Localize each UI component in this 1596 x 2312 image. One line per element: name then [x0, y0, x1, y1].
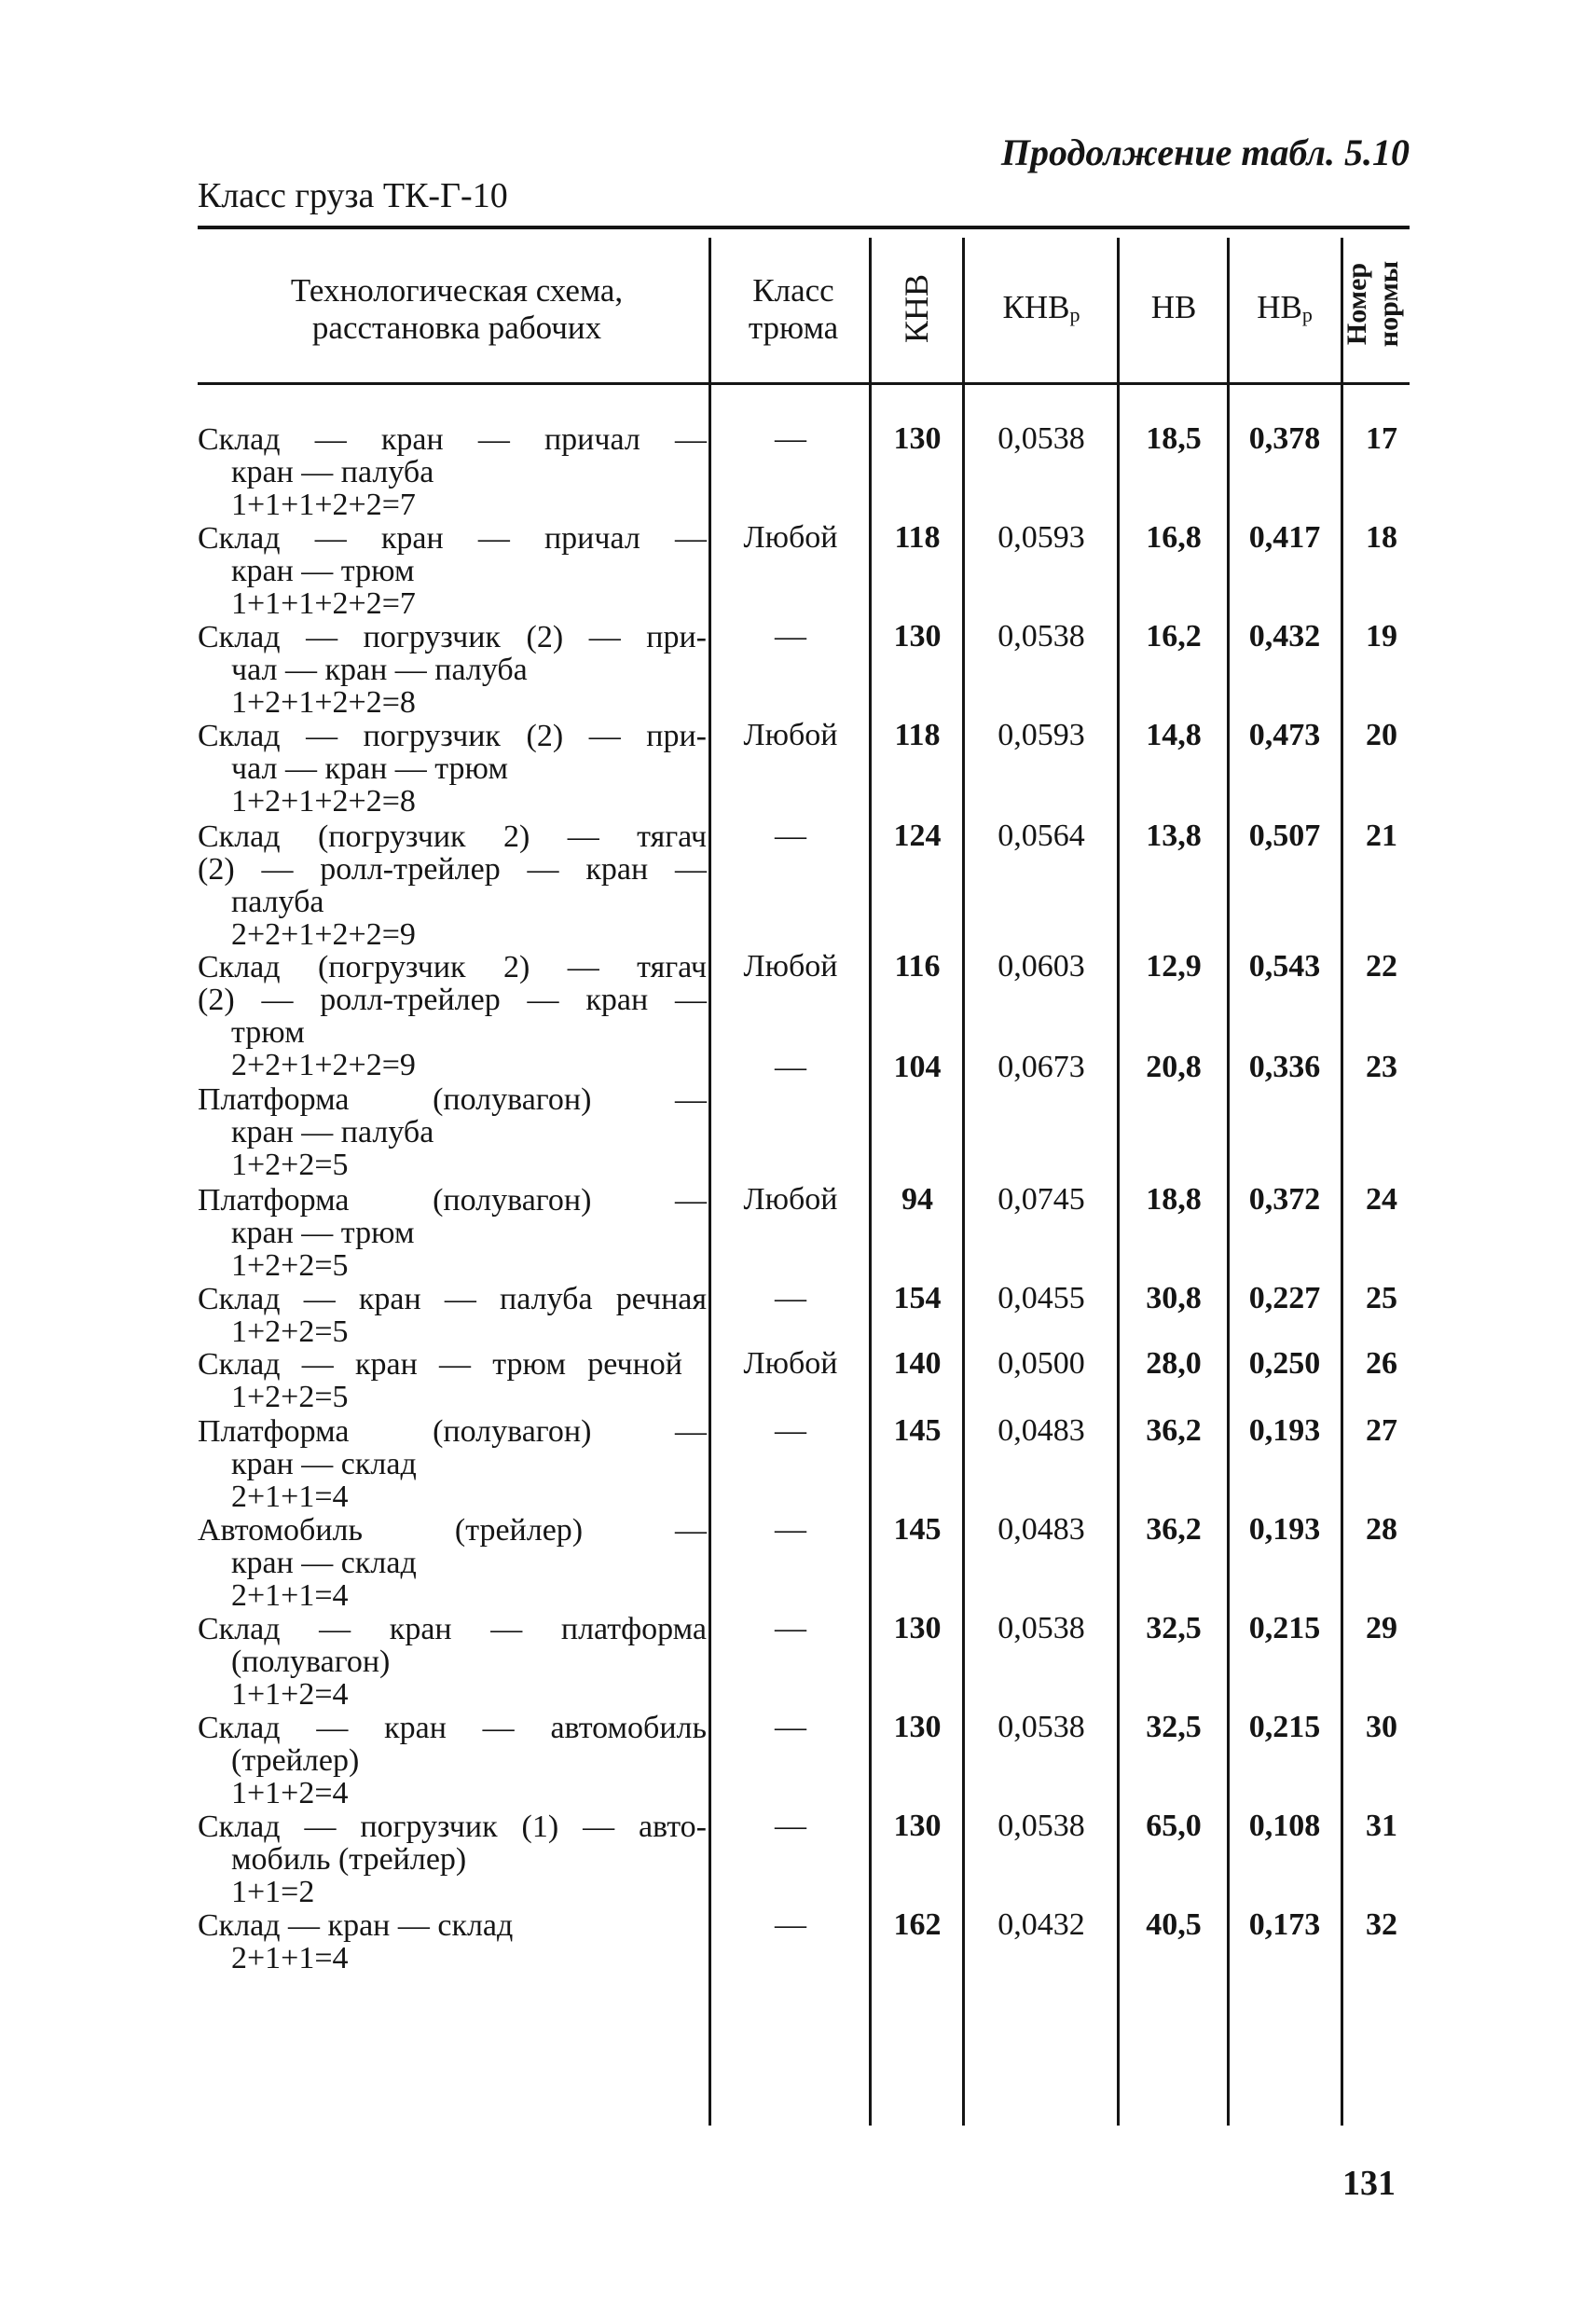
column-divider-2: [869, 238, 872, 2126]
row-8-nvr: 0,372: [1248, 1182, 1321, 1217]
table-top-rule: [198, 226, 1410, 229]
row-5-scheme-line: палуба: [231, 885, 324, 919]
header-norm-number: Номер нормы: [1341, 260, 1404, 348]
row-14-nvr: 0,215: [1248, 1710, 1321, 1744]
row-11-norm-number: 27: [1366, 1413, 1397, 1448]
row-1-nvr: 0,378: [1248, 421, 1321, 456]
row-4-nv: 14,8: [1146, 718, 1202, 752]
row-13-scheme-line: Склад — кран — платформа: [198, 1612, 707, 1646]
row-9-scheme: [198, 1283, 707, 1348]
row-10-nv: 28,0: [1146, 1346, 1202, 1381]
row-12-norm-number: 28: [1366, 1512, 1397, 1547]
row-3-scheme-line: Склад — погрузчик (2) — при-: [198, 620, 707, 654]
row-6-hold-class: Любой: [743, 949, 838, 984]
row-7-scheme-line: кран — палуба: [231, 1115, 434, 1149]
row-5-norm-number: 21: [1366, 819, 1397, 853]
row-3-norm-number: 19: [1366, 619, 1397, 654]
row-6-scheme-line: трюм: [231, 1015, 305, 1050]
row-13-nvr: 0,215: [1248, 1611, 1321, 1645]
row-16-scheme-line: 2+1+1=4: [231, 1941, 349, 1975]
row-10-scheme-line: Склад — кран — трюм речной: [198, 1347, 682, 1382]
header-knvr-subscript: р: [1069, 303, 1080, 326]
row-13-knvr: 0,0538: [998, 1611, 1085, 1645]
row-8-norm-number: 24: [1366, 1182, 1397, 1217]
row-5-hold-class: —: [775, 819, 806, 853]
row-12-knv: 145: [893, 1512, 942, 1547]
row-12-nvr: 0,193: [1248, 1512, 1321, 1547]
column-divider-3: [962, 238, 965, 2126]
header-knvr: [966, 289, 1117, 334]
row-12-scheme-line: 2+1+1=4: [231, 1578, 349, 1613]
row-9-nv: 30,8: [1146, 1281, 1202, 1315]
column-divider-5: [1227, 238, 1230, 2126]
row-4-knvr: 0,0593: [998, 718, 1085, 752]
row-10-scheme: [198, 1348, 707, 1413]
row-4-norm-number: 20: [1366, 718, 1397, 752]
row-16-nv: 40,5: [1146, 1907, 1202, 1942]
row-5-scheme-line: 2+2+1+2+2=9: [231, 917, 416, 952]
row-14-scheme-line: 1+1+2=4: [231, 1776, 349, 1810]
row-3-hold-class: —: [775, 619, 806, 654]
row-15-hold-class: —: [775, 1809, 806, 1843]
row-1-scheme-line: 1+1+1+2+2=7: [231, 488, 416, 522]
header-hold-class: Класс трюма: [748, 272, 839, 346]
row-15-scheme-line: мобиль (трейлер): [231, 1842, 467, 1877]
row-15-nvr: 0,108: [1248, 1809, 1321, 1843]
row-4-scheme-line: 1+2+1+2+2=8: [231, 784, 416, 819]
row-9-knv: 154: [893, 1281, 942, 1315]
table-continuation-label: Продолжение табл. 5.10: [1000, 131, 1410, 173]
row-14-hold-class: —: [775, 1710, 806, 1744]
row-1-scheme-line: Склад — кран — причал —: [198, 422, 707, 457]
row-15-knv: 130: [893, 1809, 942, 1843]
row-4-hold-class: Любой: [743, 718, 838, 752]
row-13-norm-number: 29: [1366, 1611, 1397, 1645]
row-2-scheme-line: 1+1+1+2+2=7: [231, 586, 416, 621]
row-14-scheme: [198, 1712, 707, 1810]
row-16-scheme: [198, 1909, 707, 1975]
row-9-norm-number: 25: [1366, 1281, 1397, 1315]
row-7-nv: 20,8: [1146, 1050, 1202, 1084]
row-12-scheme-line: кран — склад: [231, 1546, 417, 1580]
header-nv: НВ: [1150, 289, 1197, 325]
row-14-scheme-line: (трейлер): [231, 1743, 360, 1778]
row-6-knvr: 0,0603: [998, 949, 1085, 984]
row-3-scheme-line: 1+2+1+2+2=8: [231, 685, 416, 720]
row-8-scheme: [198, 1184, 707, 1282]
row-7-scheme-line: 1+2+2=5: [231, 1148, 349, 1182]
row-10-scheme-line: 1+2+2=5: [231, 1380, 349, 1414]
row-2-knvr: 0,0593: [998, 520, 1085, 555]
row-9-hold-class: —: [775, 1281, 806, 1315]
row-12-scheme: [198, 1514, 707, 1612]
row-4-knv: 118: [894, 718, 941, 752]
row-16-knvr: 0,0432: [998, 1907, 1085, 1942]
row-10-nvr: 0,250: [1248, 1346, 1321, 1381]
row-10-knvr: 0,0500: [998, 1346, 1085, 1381]
row-3-knv: 130: [893, 619, 942, 654]
row-13-nv: 32,5: [1146, 1611, 1202, 1645]
row-12-scheme-line: Автомобиль (трейлер) —: [198, 1513, 707, 1548]
row-6-nvr: 0,543: [1248, 949, 1321, 984]
row-12-nv: 36,2: [1146, 1512, 1202, 1547]
header-nvr-text: НВ: [1257, 289, 1302, 325]
row-1-norm-number: 17: [1366, 421, 1397, 456]
row-13-knv: 130: [893, 1611, 942, 1645]
row-1-hold-class: —: [775, 421, 806, 456]
row-11-scheme: [198, 1415, 707, 1513]
row-6-norm-number: 22: [1366, 949, 1397, 984]
row-16-knv: 162: [893, 1907, 942, 1942]
row-15-nv: 65,0: [1146, 1809, 1202, 1843]
row-8-scheme-line: кран — трюм: [231, 1216, 415, 1250]
row-2-hold-class: Любой: [743, 520, 838, 555]
row-16-hold-class: —: [775, 1907, 806, 1942]
row-16-scheme-line: Склад — кран — склад: [198, 1908, 514, 1943]
row-1-knv: 130: [893, 421, 942, 456]
row-7-norm-number: 23: [1366, 1050, 1397, 1084]
row-9-scheme-line: 1+2+2=5: [231, 1314, 349, 1349]
row-13-scheme-line: (полувагон): [231, 1645, 391, 1679]
row-12-knvr: 0,0483: [998, 1512, 1085, 1547]
row-2-norm-number: 18: [1366, 520, 1397, 555]
row-6-knv: 116: [894, 949, 941, 984]
row-8-knvr: 0,0745: [998, 1182, 1085, 1217]
column-divider-6: [1341, 238, 1343, 2126]
row-16-norm-number: 32: [1366, 1907, 1397, 1942]
row-2-scheme: [198, 522, 707, 620]
row-3-nvr: 0,432: [1248, 619, 1321, 654]
row-1-scheme: [198, 423, 707, 521]
row-7-knv: 104: [893, 1050, 942, 1084]
row-6-nv: 12,9: [1146, 949, 1202, 984]
column-divider-4: [1117, 238, 1120, 2126]
row-5-knv: 124: [893, 819, 942, 853]
page-number: 131: [1342, 2164, 1396, 2203]
row-2-nvr: 0,417: [1248, 520, 1321, 555]
header-knvr-text: КНВ: [1002, 289, 1070, 325]
row-2-scheme-line: кран — трюм: [231, 554, 415, 588]
row-3-knvr: 0,0538: [998, 619, 1085, 654]
row-14-knvr: 0,0538: [998, 1710, 1085, 1744]
row-12-hold-class: —: [775, 1512, 806, 1547]
row-5-scheme: [198, 820, 707, 951]
row-10-knv: 140: [893, 1346, 942, 1381]
row-14-norm-number: 30: [1366, 1710, 1397, 1744]
row-8-hold-class: Любой: [743, 1182, 838, 1217]
row-3-scheme-line: чал — кран — палуба: [231, 653, 528, 687]
row-11-knvr: 0,0483: [998, 1413, 1085, 1448]
row-13-hold-class: —: [775, 1611, 806, 1645]
row-7-nvr: 0,336: [1248, 1050, 1321, 1084]
row-11-scheme-line: кран — склад: [231, 1447, 417, 1481]
row-3-nv: 16,2: [1146, 619, 1202, 654]
row-7-scheme: [198, 1083, 707, 1181]
row-15-scheme-line: 1+1=2: [231, 1875, 315, 1909]
row-6-scheme-line: (2) — ролл-трейлер — кран —: [198, 983, 707, 1017]
row-9-knvr: 0,0455: [998, 1281, 1085, 1315]
row-14-nv: 32,5: [1146, 1710, 1202, 1744]
row-6-scheme-line: 2+2+1+2+2=9: [231, 1048, 416, 1082]
row-11-nvr: 0,193: [1248, 1413, 1321, 1448]
row-7-scheme-line: Платформа (полувагон) —: [198, 1082, 707, 1117]
row-5-scheme-line: Склад (погрузчик 2) — тягач: [198, 819, 707, 854]
header-nvr: [1231, 289, 1339, 334]
row-15-norm-number: 31: [1366, 1809, 1397, 1843]
row-15-scheme: [198, 1810, 707, 1908]
row-8-nv: 18,8: [1146, 1182, 1202, 1217]
row-16-nvr: 0,173: [1248, 1907, 1321, 1942]
column-divider-1: [709, 238, 711, 2126]
row-14-scheme-line: Склад — кран — автомобиль: [198, 1711, 707, 1745]
row-4-scheme-line: Склад — погрузчик (2) — при-: [198, 719, 707, 753]
row-1-knvr: 0,0538: [998, 421, 1085, 456]
row-5-scheme-line: (2) — ролл-трейлер — кран —: [198, 852, 707, 887]
cargo-class-label: Класс груза ТК-Г-10: [198, 176, 508, 215]
row-7-hold-class: —: [775, 1050, 806, 1084]
row-11-scheme-line: Платформа (полувагон) —: [198, 1414, 707, 1449]
header-knv: КНВ: [898, 273, 935, 344]
row-5-nv: 13,8: [1146, 819, 1202, 853]
row-9-nvr: 0,227: [1248, 1281, 1321, 1315]
row-10-hold-class: Любой: [743, 1346, 838, 1381]
row-11-scheme-line: 2+1+1=4: [231, 1479, 349, 1514]
row-6-scheme-line: Склад (погрузчик 2) — тягач: [198, 950, 707, 984]
row-5-nvr: 0,507: [1248, 819, 1321, 853]
row-4-nvr: 0,473: [1248, 718, 1321, 752]
row-7-knvr: 0,0673: [998, 1050, 1085, 1084]
row-9-scheme-line: Склад — кран — палуба речная: [198, 1282, 707, 1316]
row-8-knv: 94: [901, 1182, 933, 1217]
row-14-knv: 130: [893, 1710, 942, 1744]
row-11-knv: 145: [893, 1413, 942, 1448]
row-1-nv: 18,5: [1146, 421, 1202, 456]
header-scheme: Технологическая схема, расстановка рабочих: [290, 272, 624, 346]
row-1-scheme-line: кран — палуба: [231, 455, 434, 489]
row-2-nv: 16,8: [1146, 520, 1202, 555]
row-15-scheme-line: Склад — погрузчик (1) — авто-: [198, 1810, 707, 1844]
row-5-knvr: 0,0564: [998, 819, 1085, 853]
row-13-scheme-line: 1+1+2=4: [231, 1677, 349, 1712]
row-11-nv: 36,2: [1146, 1413, 1202, 1448]
row-4-scheme: [198, 720, 707, 818]
row-15-knvr: 0,0538: [998, 1809, 1085, 1843]
row-2-knv: 118: [894, 520, 941, 555]
header-nvr-subscript: р: [1301, 303, 1313, 326]
row-2-scheme-line: Склад — кран — причал —: [198, 521, 707, 556]
row-11-hold-class: —: [775, 1413, 806, 1448]
row-6-scheme: [198, 951, 707, 1081]
row-3-scheme: [198, 621, 707, 719]
row-8-scheme-line: 1+2+2=5: [231, 1248, 349, 1283]
row-4-scheme-line: чал — кран — трюм: [231, 751, 509, 786]
row-10-norm-number: 26: [1366, 1346, 1397, 1381]
row-13-scheme: [198, 1613, 707, 1711]
row-8-scheme-line: Платформа (полувагон) —: [198, 1183, 707, 1218]
